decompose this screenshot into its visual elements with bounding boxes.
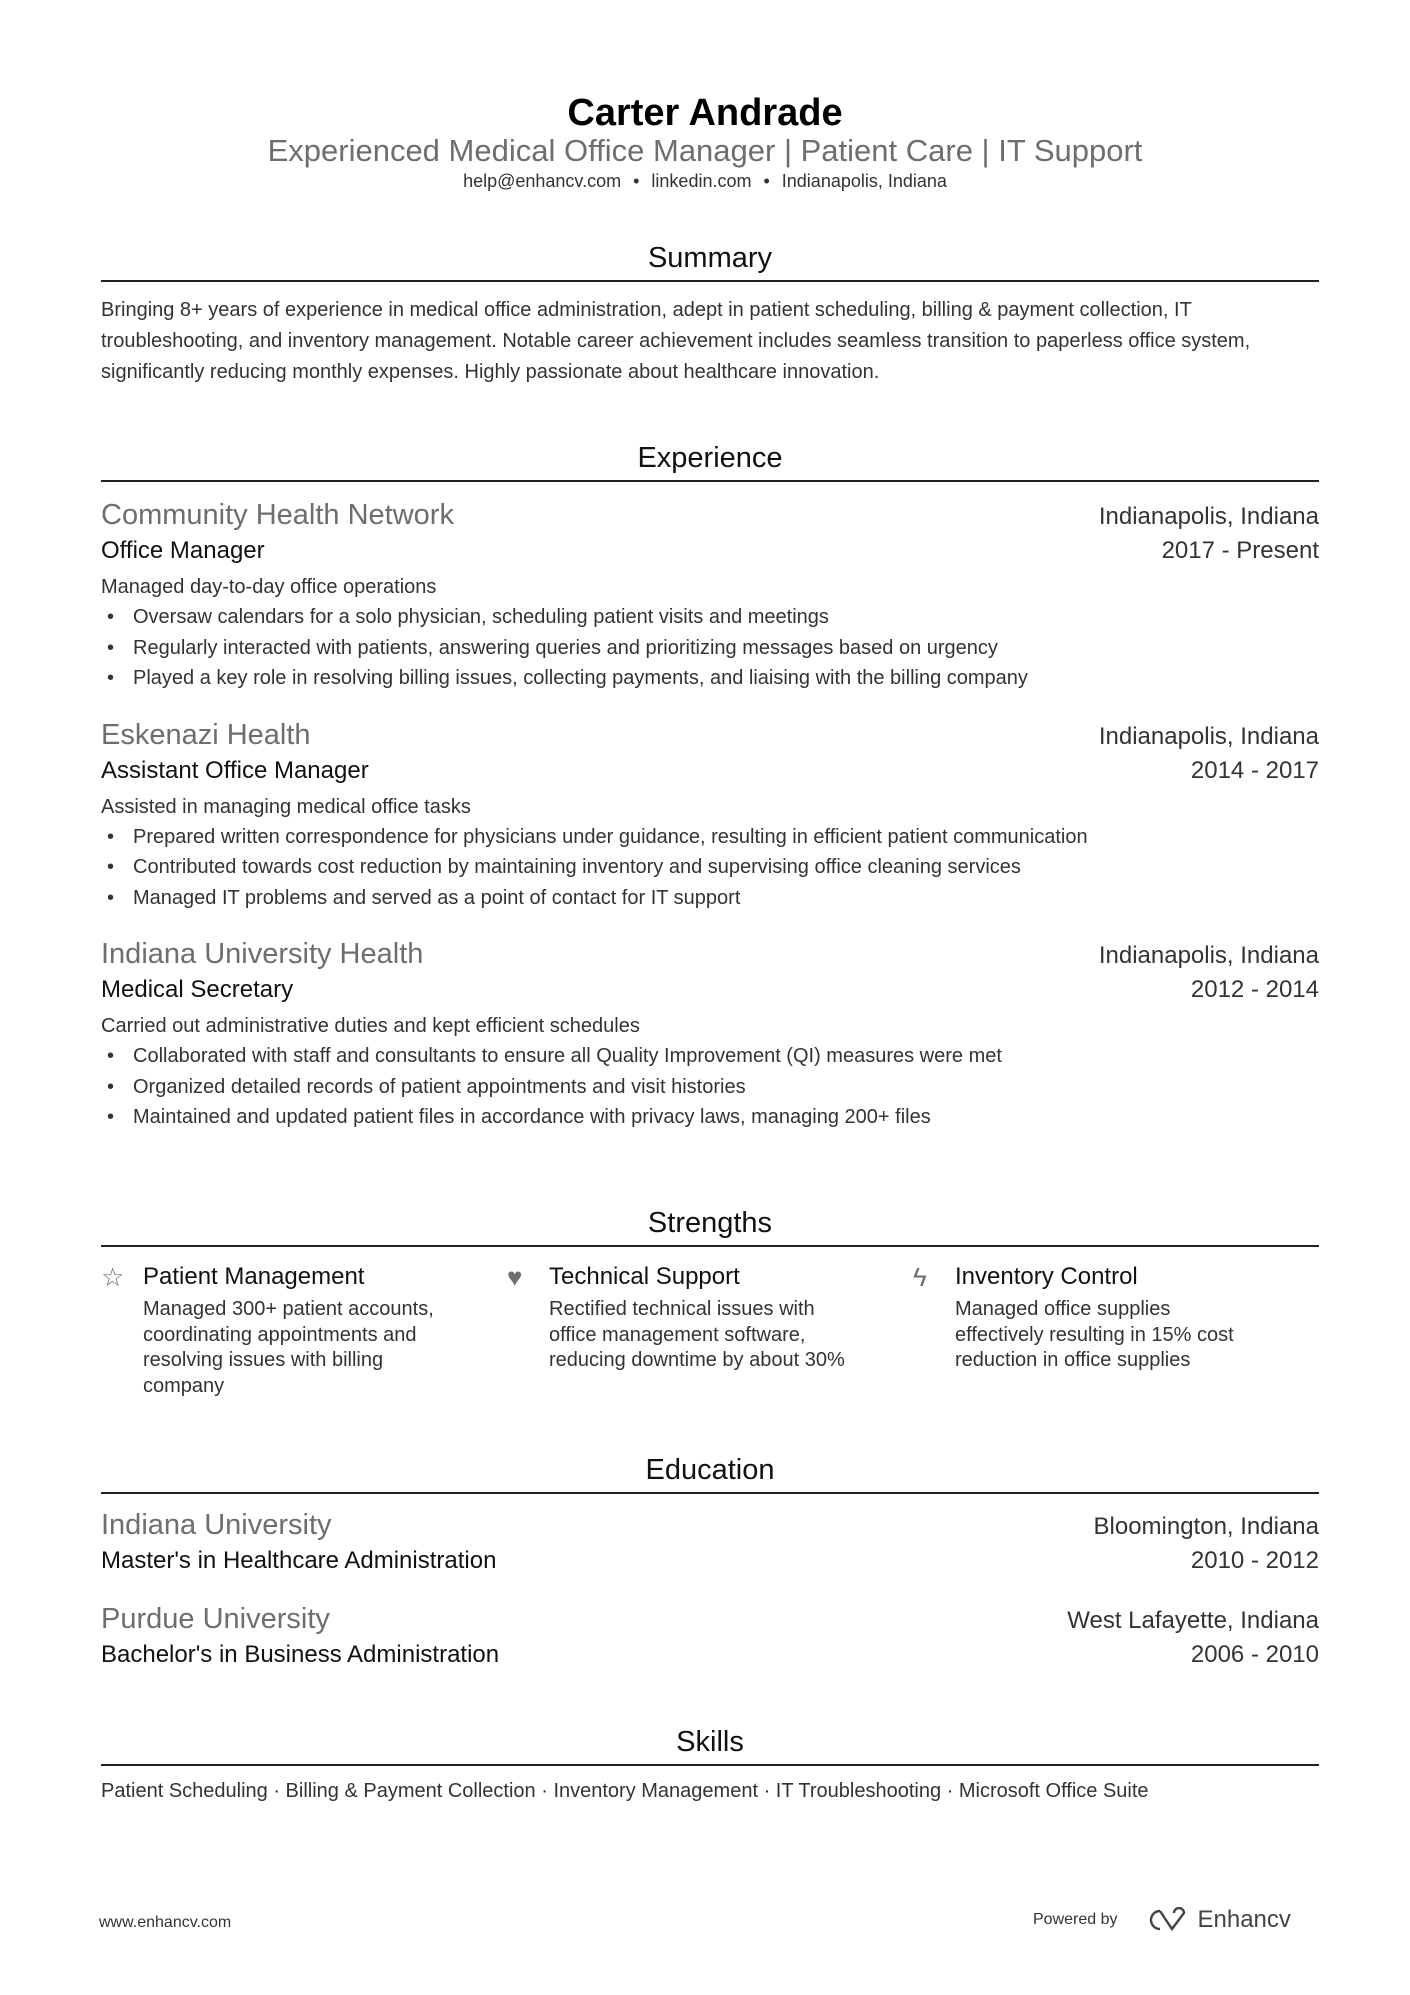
enhancv-logo[interactable]: [1144, 1906, 1291, 1934]
bullet-item: • Oversaw calendars for a solo physician, scheduling patient visits and meetings: [101, 602, 1319, 633]
section-title: Education: [645, 1454, 775, 1486]
strengths-section: [101, 1204, 1319, 1399]
degree: Master's in Healthcare Administration: [101, 1547, 497, 1574]
job-title: Office Manager: [101, 537, 265, 564]
education-section: [101, 1451, 1319, 1672]
location-text: Indianapolis, Indiana: [781, 171, 947, 191]
section-title: Skills: [676, 1726, 744, 1758]
contact-line: [0, 171, 1410, 192]
company-name: Indiana University Health: [101, 938, 424, 970]
section-divider: [101, 1764, 1319, 1766]
job-title: Assistant Office Manager: [101, 756, 369, 784]
experience-section: [101, 439, 1319, 1133]
strength-title: Patient Management: [143, 1263, 365, 1290]
job-location: Indianapolis, Indiana: [1098, 503, 1319, 530]
bullet-item: • Regularly interacted with patients, answering queries and prioritizing messages based on urgency: [101, 633, 1319, 664]
powered-by: [1033, 1906, 1291, 1934]
job-location: Indianapolis, Indiana: [1098, 942, 1319, 969]
summary-section: [101, 239, 1319, 388]
brand-name: Enhancv: [1197, 1906, 1291, 1933]
website-link[interactable]: www.enhancv.com: [99, 1914, 232, 1931]
job-title: Medical Secretary: [101, 976, 294, 1003]
section-title: Experience: [637, 442, 783, 474]
education-item: [101, 1600, 1319, 1672]
powered-by-label: Powered by: [1033, 1911, 1118, 1928]
separator-dot: •: [763, 171, 770, 191]
strength-description: Rectified technical issues with office management software, reducing downtime by about 30%: [549, 1298, 845, 1372]
job-entry: [101, 716, 1319, 914]
company-name: Eskenazi Health: [101, 718, 311, 751]
section-divider: [101, 480, 1319, 482]
section-divider: [101, 1492, 1319, 1494]
separator-dot: •: [633, 171, 640, 191]
education-item: [101, 1506, 1319, 1578]
strength-title: Inventory Control: [955, 1263, 1138, 1290]
job-dates: 2014 - 2017: [1190, 756, 1319, 784]
strength-item: [101, 1261, 507, 1399]
linkedin-link[interactable]: linkedin.com: [651, 171, 752, 191]
star-icon: ☆: [101, 1262, 125, 1292]
bullet-item: • Prepared written correspondence for physicians under guidance, resulting in efficient patient communication: [101, 822, 1319, 853]
section-divider: [101, 280, 1319, 282]
job-description: Managed day-to-day office operations: [101, 576, 437, 598]
enhancv-logo-icon: [1144, 1907, 1190, 1933]
education-dates: 2010 - 2012: [1190, 1547, 1319, 1574]
bullet-item: • Organized detailed records of patient appointments and visit histories: [101, 1072, 1319, 1103]
job-bullets: [101, 602, 1319, 694]
candidate-name: Carter Andrade: [567, 92, 843, 134]
strength-item: [507, 1261, 913, 1399]
bullet-item: • Managed IT problems and served as a point of contact for IT support: [101, 883, 1319, 914]
strength-title: Technical Support: [549, 1263, 740, 1290]
summary-text: Bringing 8+ years of experience in medical office administration, adept in patient scheduling, billing & payment collection, IT troubleshooting, and inventory management. Notable career achievement includes seamless transition to paperless office system, significantly reducing monthly expenses. Highly passionate about healthcare innovation.: [101, 299, 1251, 383]
section-title: Summary: [647, 242, 773, 274]
education-dates: 2006 - 2010: [1190, 1641, 1319, 1668]
degree: Bachelor's in Business Administration: [101, 1641, 500, 1668]
school-name: Indiana University: [101, 1509, 332, 1541]
school-location: West Lafayette, Indiana: [1067, 1607, 1319, 1634]
heart-icon: ♥: [507, 1262, 523, 1292]
skills-section: [101, 1723, 1319, 1803]
job-location: Indianapolis, Indiana: [1098, 722, 1319, 750]
skills-list: Patient Scheduling · Billing & Payment Collection · Inventory Management · IT Troubleshooting · Microsoft Office Suite: [101, 1780, 1149, 1802]
bullet-item: • Contributed towards cost reduction by maintaining inventory and supervising office cleaning services: [101, 852, 1319, 883]
school-name: Purdue University: [101, 1603, 330, 1635]
section-divider: [101, 1245, 1319, 1247]
section-title: Strengths: [647, 1207, 773, 1239]
school-location: Bloomington, Indiana: [1093, 1513, 1319, 1540]
company-name: Community Health Network: [101, 499, 454, 531]
strength-description: Managed office supplies effectively resulting in 15% cost reduction in office supplies: [955, 1298, 1234, 1372]
job-bullets: [101, 822, 1319, 914]
job-description: Carried out administrative duties and kept efficient schedules: [101, 1015, 640, 1037]
job-dates: 2012 - 2014: [1190, 976, 1319, 1003]
job-description: Assisted in managing medical office tasks: [101, 795, 471, 818]
job-entry: [101, 935, 1319, 1133]
strength-item: [913, 1261, 1319, 1399]
candidate-headline: Experienced Medical Office Manager | Patient Care | IT Support: [267, 133, 1143, 168]
bullet-item: • Collaborated with staff and consultants to ensure all Quality Improvement (QI) measures were met: [101, 1041, 1319, 1072]
job-dates: 2017 - Present: [1161, 537, 1319, 564]
job-entry: [101, 496, 1319, 694]
job-bullets: [101, 1041, 1319, 1133]
strength-description: Managed 300+ patient accounts, coordinating appointments and resolving issues with billing company: [143, 1298, 434, 1397]
bullet-item: • Played a key role in resolving billing issues, collecting payments, and liaising with the billing company: [101, 663, 1319, 694]
bullet-item: • Maintained and updated patient files in accordance with privacy laws, managing 200+ files: [101, 1102, 1319, 1133]
bolt-icon: ϟ: [913, 1262, 927, 1292]
email-link[interactable]: help@enhancv.com: [463, 171, 622, 191]
